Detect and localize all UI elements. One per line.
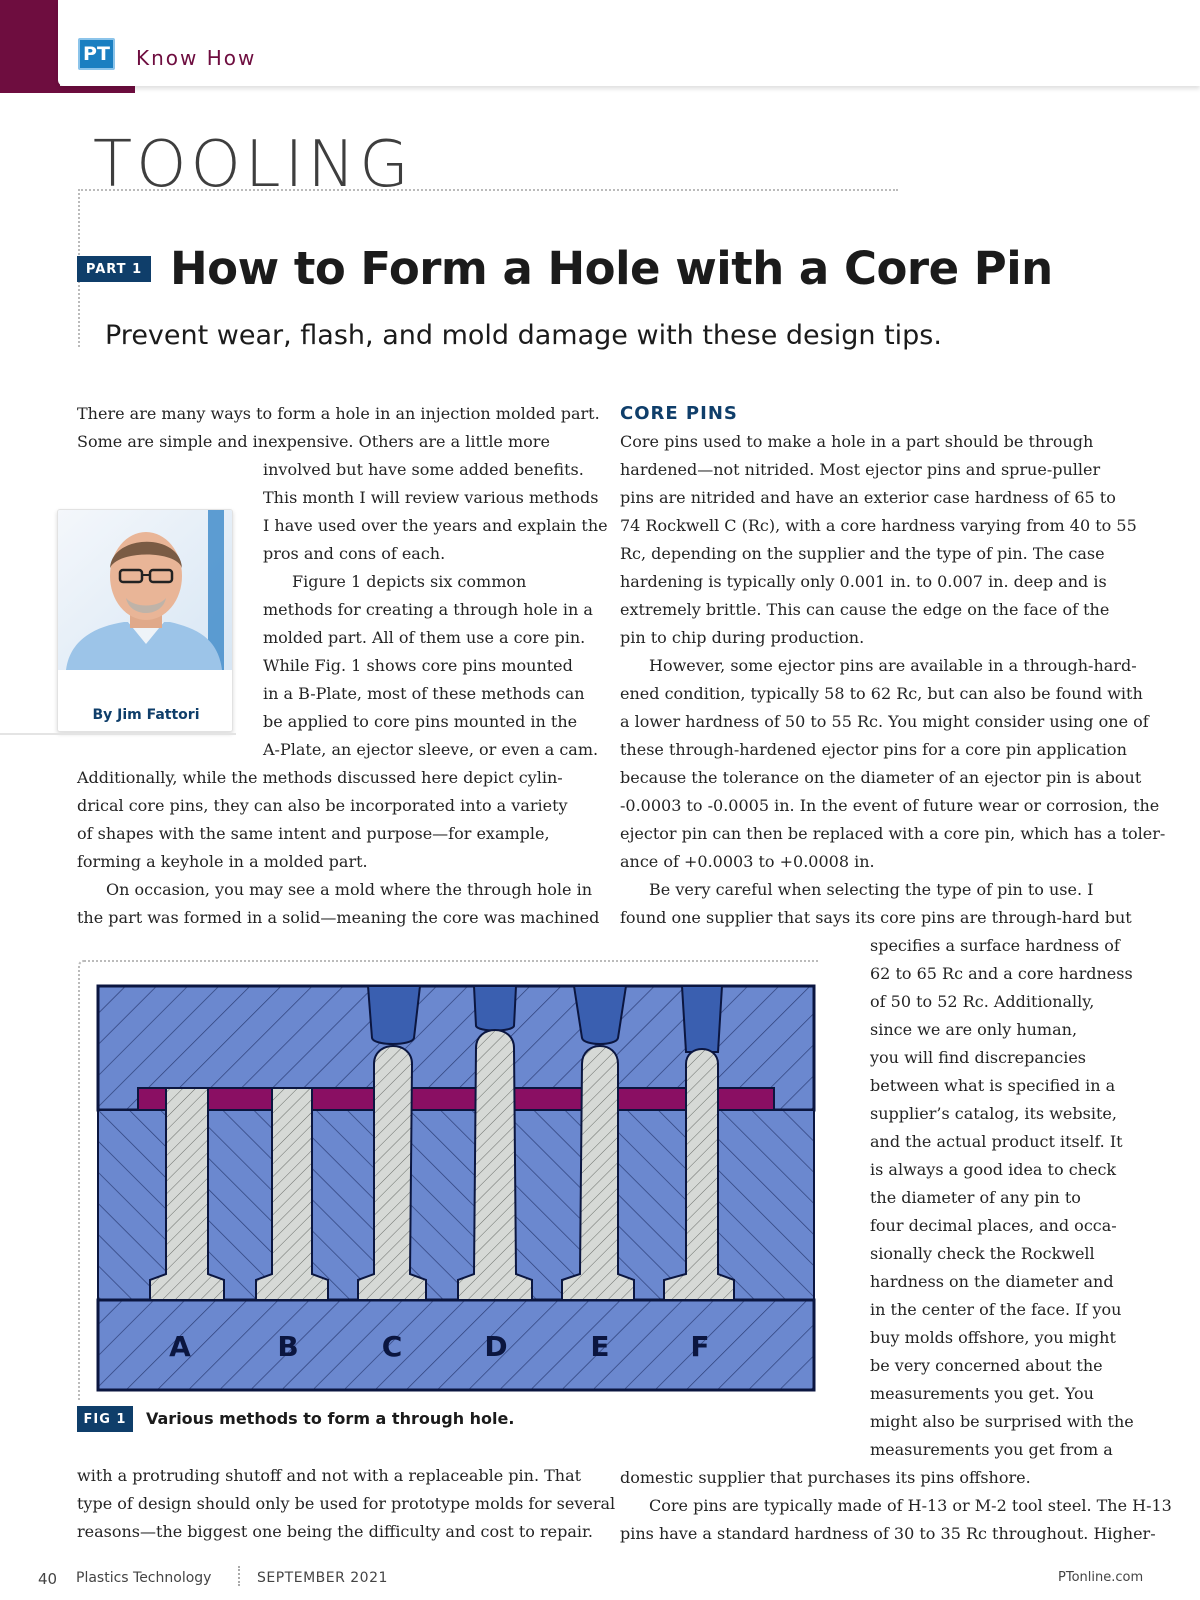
body-line: There are many ways to form a hole in an injection molded part. (77, 404, 600, 423)
body-line: A-Plate, an ejector sleeve, or even a cam. (263, 740, 599, 759)
author-card (57, 509, 233, 732)
body-line: supplier’s catalog, its website, (870, 1104, 1117, 1123)
author-divider (0, 733, 236, 735)
body-line: Rc, depending on the supplier and the type of pin. The case (620, 544, 1105, 563)
author-byline: By Jim Fattori (92, 707, 200, 723)
body-line: the diameter of any pin to (870, 1188, 1081, 1207)
cavity-pin-c (368, 986, 420, 1044)
body-line: reasons—the biggest one being the difficulty and cost to repair. (77, 1522, 593, 1541)
section-heading: CORE PINS (620, 403, 738, 424)
body-line: forming a keyhole in a molded part. (77, 852, 368, 871)
body-line: methods for creating a through hole in a (263, 600, 593, 619)
fig-label-b: B (277, 1330, 299, 1363)
body-line: involved but have some added benefits. (263, 460, 584, 479)
body-line: 74 Rockwell C (Rc), with a core hardness varying from 40 to 55 (620, 516, 1137, 535)
body-line: This month I will review various methods (263, 488, 599, 507)
body-line: these through-hardened ejector pins for a core pin application (620, 740, 1127, 759)
body-line: with a protruding shutoff and not with a replaceable pin. That (77, 1466, 582, 1485)
body-line: the part was formed in a solid—meaning the core was machined (77, 908, 600, 927)
body-line: Core pins used to make a hole in a part should be through (620, 432, 1094, 451)
body-line: I have used over the years and explain the (263, 516, 608, 535)
body-line: hardened—not nitrided. Most ejector pins and sprue-puller (620, 460, 1101, 479)
title-divider (78, 189, 898, 191)
body-line: specifies a surface hardness of (870, 936, 1120, 955)
cavity-pin-f (682, 986, 722, 1052)
body-line: a lower hardness of 50 to 55 Rc. You might consider using one of (620, 712, 1149, 731)
fig-label-c: C (381, 1330, 403, 1363)
body-line: in a B-Plate, most of these methods can (263, 684, 585, 703)
body-line: pin to chip during production. (620, 628, 865, 647)
core-pin-diagram (96, 984, 818, 1392)
body-line: drical core pins, they can also be incorporated into a variety (77, 796, 568, 815)
body-line: and the actual product itself. It (870, 1132, 1123, 1151)
body-line: ance of +0.0003 to +0.0008 in. (620, 852, 875, 871)
body-line: Some are simple and inexpensive. Others are a little more (77, 432, 550, 451)
body-line: However, some ejector pins are available in a through-hard- (649, 656, 1137, 675)
body-line: hardness on the diameter and (870, 1272, 1114, 1291)
header-bar (58, 0, 1200, 86)
site-link[interactable]: PTonline.com (1058, 1570, 1144, 1585)
fig-label-d: D (484, 1330, 508, 1363)
body-line: might also be surprised with the (870, 1412, 1134, 1431)
fig-label-e: E (590, 1330, 610, 1363)
body-line: -0.0003 to -0.0005 in. In the event of future wear or corrosion, the (620, 796, 1160, 815)
pt-logo: PT (78, 38, 115, 70)
fig-label-f: F (690, 1330, 710, 1363)
body-line: While Fig. 1 shows core pins mounted (263, 656, 573, 675)
section-label: Know How (136, 46, 257, 70)
body-line: pins are nitrided and have an exterior case hardness of 65 to (620, 488, 1116, 507)
issue-date: SEPTEMBER 2021 (257, 1570, 388, 1586)
cavity-pin-d (474, 986, 516, 1031)
body-line: you will find discrepancies (870, 1048, 1086, 1067)
author-portrait (58, 510, 233, 732)
page-number: 40 (38, 1570, 58, 1588)
body-line: pros and cons of each. (263, 544, 446, 563)
body-line: in the center of the face. If you (870, 1300, 1122, 1319)
header-accent-underline (0, 86, 135, 93)
figure-caption: Various methods to form a through hole. (146, 1409, 515, 1428)
body-line: type of design should only be used for prototype molds for several (77, 1494, 616, 1513)
cavity-pin-e (574, 986, 626, 1044)
body-line: be applied to core pins mounted in the (263, 712, 578, 731)
deck: Prevent wear, flash, and mold damage with these design tips. (105, 320, 942, 351)
body-line: ejector pin can then be replaced with a core pin, which has a toler- (620, 824, 1166, 843)
body-line: between what is specified in a (870, 1076, 1116, 1095)
body-line: On occasion, you may see a mold where the through hole in (106, 880, 592, 899)
body-line: Figure 1 depicts six common (292, 572, 527, 591)
body-line: domestic supplier that purchases its pins offshore. (620, 1468, 1031, 1487)
body-line: pins have a standard hardness of 30 to 35 Rc throughout. Higher- (620, 1524, 1156, 1543)
figure-badge: FIG 1 (77, 1406, 133, 1432)
body-line: Core pins are typically made of H-13 or M-2 tool steel. The H-13 (649, 1496, 1172, 1515)
body-line: extremely brittle. This can cause the edge on the face of the (620, 600, 1110, 619)
body-line: measurements you get. You (870, 1384, 1094, 1403)
footer-divider (238, 1566, 240, 1586)
body-line: ened condition, typically 58 to 62 Rc, but can also be found with (620, 684, 1143, 703)
body-line: because the tolerance on the diameter of an ejector pin is about (620, 768, 1142, 787)
headline: How to Form a Hole with a Core Pin (170, 242, 1053, 295)
body-line: is always a good idea to check (870, 1160, 1117, 1179)
body-line: found one supplier that says its core pins are through-hard but (620, 908, 1132, 927)
body-line: be very concerned about the (870, 1356, 1103, 1375)
body-line: molded part. All of them use a core pin. (263, 628, 586, 647)
body-line: four decimal places, and occa- (870, 1216, 1117, 1235)
body-line: sionally check the Rockwell (870, 1244, 1095, 1263)
body-line: of 50 to 52 Rc. Additionally, (870, 992, 1095, 1011)
category-title: TOOLING (93, 128, 413, 202)
header-accent-bar (0, 0, 60, 93)
body-line: of shapes with the same intent and purpose—for example, (77, 824, 550, 843)
body-line: 62 to 65 Rc and a core hardness (870, 964, 1133, 983)
part-badge: PART 1 (77, 256, 151, 282)
body-line: hardening is typically only 0.001 in. to 0.007 in. deep and is (620, 572, 1107, 591)
body-line: Be very careful when selecting the type of pin to use. I (649, 880, 1094, 899)
body-line: Additionally, while the methods discussed here depict cylin- (77, 768, 563, 787)
body-line: buy molds offshore, you might (870, 1328, 1116, 1347)
body-line: since we are only human, (870, 1020, 1078, 1039)
molded-part (138, 1088, 774, 1110)
fig-label-a: A (169, 1330, 191, 1363)
body-line: measurements you get from a (870, 1440, 1113, 1459)
magazine-name: Plastics Technology (76, 1570, 212, 1586)
